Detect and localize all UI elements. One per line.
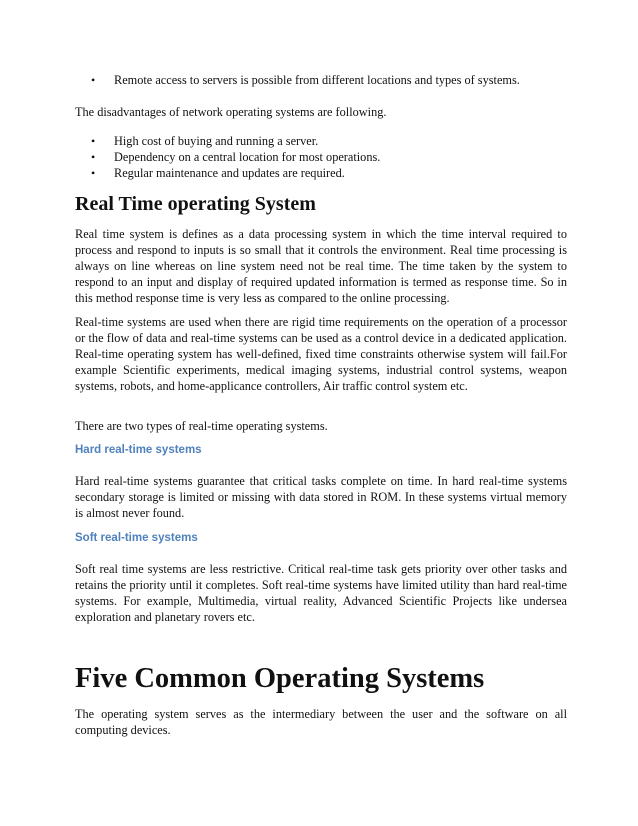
real-time-paragraph-2: Real-time systems are used when there are rigid time requirements on the operation of a processor or the flow of data and real-time systems can be used as a control device in a dedicated application. Real-time operating system has well-defined, fixed time constraints otherwise system will fail.For example Scientific experiments, medical imaging systems, industrial control systems, weapon systems, robots, and home-applicance controllers, Air traffic control system etc. [75, 315, 567, 393]
list-item: • Remote access to servers is possible from different locations and types of systems. [91, 72, 520, 88]
heading-soft-real-time: Soft real-time systems [75, 532, 198, 544]
list-item: • Regular maintenance and updates are required. [91, 165, 380, 181]
list-item: • High cost of buying and running a server. [91, 133, 380, 149]
heading-real-time-os: Real Time operating System [75, 193, 316, 215]
real-time-paragraph-1: Real time system is defines as a data processing system in which the time interval required to process and respond to inputs is so small that it controls the environment. Real time processing is always on line whereas on line system need not be real time. The time taken by the system to respond to an input and display of required updated information is termed as response time. So in this method response time is very less as compared to the online processing. [75, 227, 567, 305]
heading-hard-real-time: Hard real-time systems [75, 444, 202, 456]
hard-real-time-paragraph: Hard real-time systems guarantee that critical tasks complete on time. In hard real-time systems secondary storage is limited or missing with data stored in ROM. In these systems virtual memory is almost never found. [75, 474, 567, 520]
advantages-list [91, 72, 520, 88]
list-item: • Dependency on a central location for most operations. [91, 149, 380, 165]
heading-five-common-os: Five Common Operating Systems [75, 663, 485, 694]
five-common-os-paragraph: The operating system serves as the intermediary between the user and the software on all computing devices. [75, 707, 567, 737]
disadvantages-intro: The disadvantages of network operating systems are following. [75, 105, 387, 119]
real-time-types-intro: There are two types of real-time operating systems. [75, 419, 328, 433]
disadvantages-list [91, 133, 380, 181]
soft-real-time-paragraph: Soft real time systems are less restrictive. Critical real-time task gets priority over other tasks and retains the priority until it completes. Soft real-time systems have limited utility than hard real-time systems. For example, Multimedia, virtual reality, Advanced Scientific Projects like undersea exploration and planetary rovers etc. [75, 562, 567, 624]
